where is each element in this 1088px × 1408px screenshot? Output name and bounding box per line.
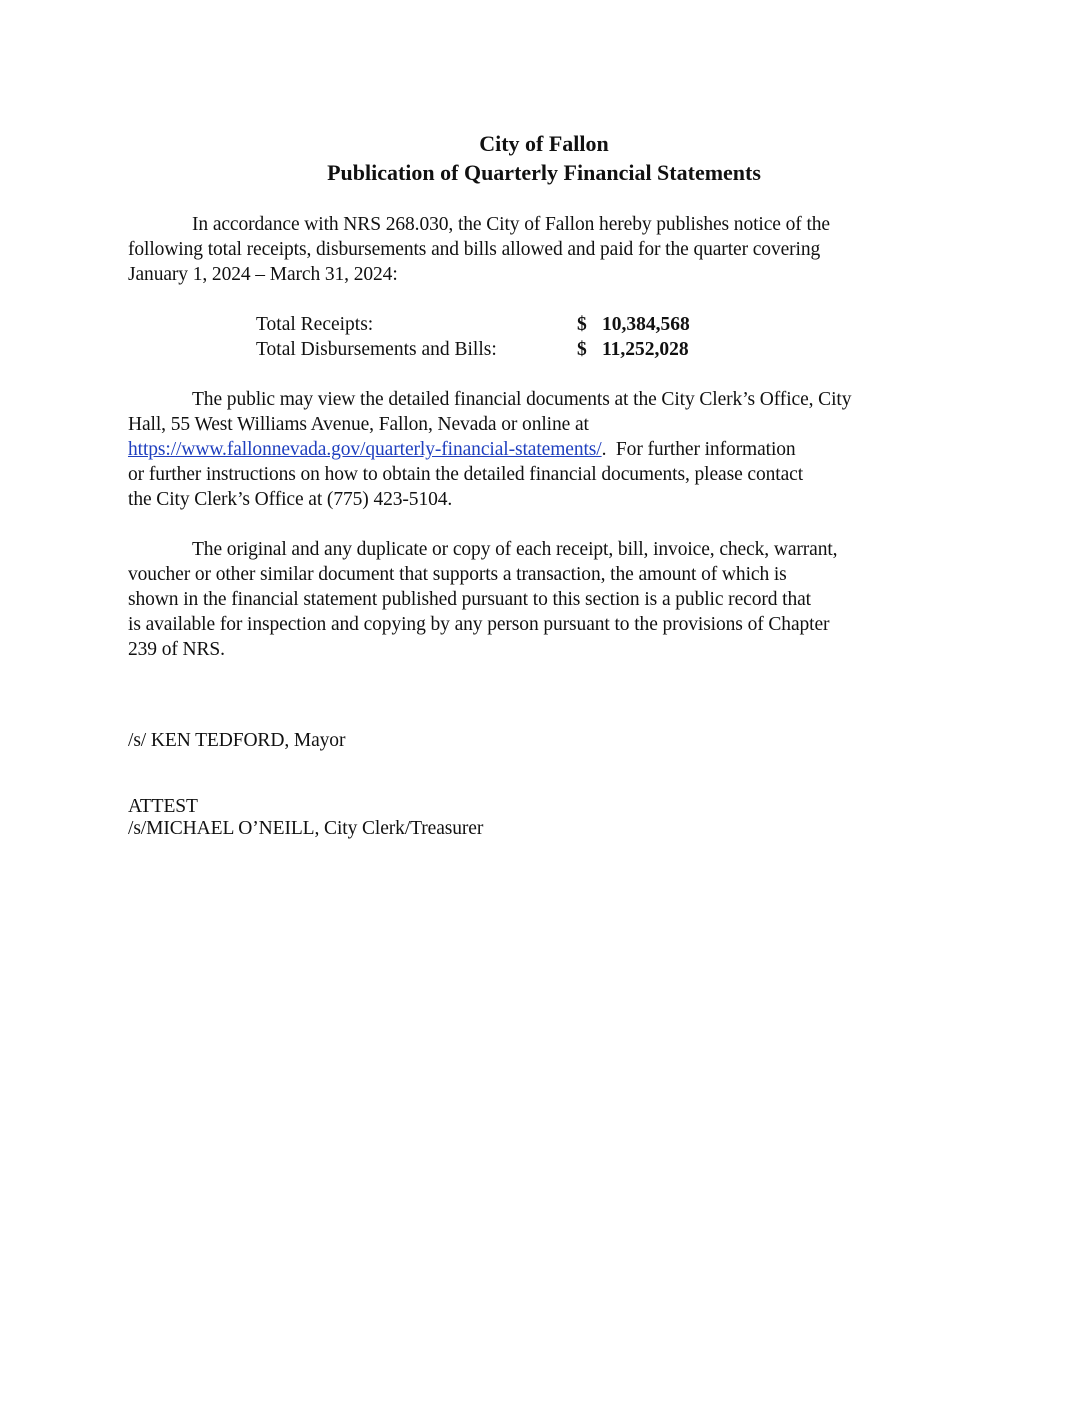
attest-label: ATTEST (128, 796, 198, 817)
intro-line: January 1, 2024 – March 31, 2024: (128, 264, 398, 285)
financial-statements-link[interactable]: https://www.fallonnevada.gov/quarterly-financial-statements/ (128, 439, 602, 460)
paragraph-line: shown in the financial statement published pursuant to this section is a public record that (128, 589, 811, 610)
paragraph-line: is available for inspection and copying by any person pursuant to the provisions of Chapter (128, 614, 830, 635)
document-subtitle: Publication of Quarterly Financial Statements (327, 160, 761, 185)
intro-line: following total receipts, disbursements and bills allowed and paid for the quarter covering (128, 239, 821, 260)
total-receipts-label: Total Receipts: (256, 314, 374, 335)
paragraph-line: voucher or other similar document that supports a transaction, the amount of which is (128, 564, 787, 585)
paragraph-line: Hall, 55 West Williams Avenue, Fallon, Nevada or online at (128, 414, 589, 435)
paragraph-line: The original and any duplicate or copy of each receipt, bill, invoice, check, warrant, (192, 539, 838, 560)
total-disbursements-label: Total Disbursements and Bills: (256, 339, 497, 360)
mayor-signature: /s/ KEN TEDFORD, Mayor (128, 730, 346, 751)
currency-symbol: $ (577, 339, 587, 360)
clerk-signature: /s/MICHAEL O’NEILL, City Clerk/Treasurer (128, 818, 484, 839)
paragraph-line: or further instructions on how to obtain the detailed financial documents, please contact (128, 464, 804, 485)
total-receipts-amount: 10,384,568 (602, 314, 690, 335)
document-title: City of Fallon (479, 131, 609, 156)
currency-symbol: $ (577, 314, 587, 335)
paragraph-line: the City Clerk’s Office at (775) 423-5104. (128, 489, 453, 510)
intro-line: In accordance with NRS 268.030, the City of Fallon hereby publishes notice of the (192, 214, 830, 235)
paragraph-line: 239 of NRS. (128, 639, 225, 660)
paragraph-line (128, 439, 796, 461)
paragraph-line: The public may view the detailed financial documents at the City Clerk’s Office, City (192, 389, 852, 410)
total-disbursements-amount: 11,252,028 (602, 339, 689, 360)
paragraph-text: . For further information (601, 439, 796, 460)
